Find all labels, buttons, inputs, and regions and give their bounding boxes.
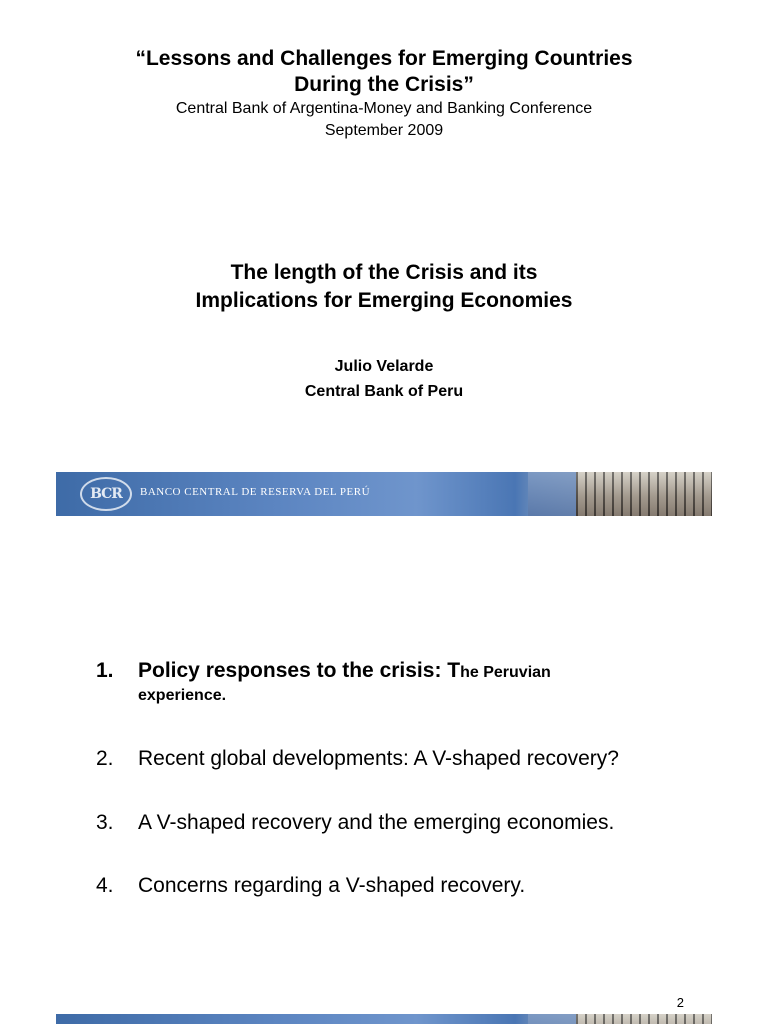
presentation-title-line-2: Implications for Emerging Economies (195, 289, 573, 312)
author-block (0, 354, 768, 404)
agenda-item-continuation: experience. (138, 687, 227, 704)
author-institution: Central Bank of Peru (304, 383, 464, 400)
bank-banner-bottom (56, 1014, 712, 1024)
banner-interior-image (576, 1014, 712, 1024)
author-name: Julio Velarde (334, 358, 434, 375)
bank-logo-icon: BCR (80, 477, 132, 511)
agenda-item-number: 1. (96, 659, 114, 682)
agenda-item-number: 2. (96, 747, 114, 770)
conference-name: Central Bank of Argentina-Money and Banking Conference (175, 100, 593, 117)
conference-title-line-1: “Lessons and Challenges for Emerging Countries (135, 47, 633, 70)
presentation-title (0, 259, 768, 315)
agenda-item-tail: he Peruvian (460, 664, 551, 681)
banner-building-image (528, 472, 576, 516)
conference-title-line-2: During the Crisis” (294, 73, 474, 96)
agenda-item-text: Recent global developments: A V-shaped recovery? (138, 747, 619, 770)
presentation-title-line-1: The length of the Crisis and its (230, 261, 538, 284)
agenda-item-number: 3. (96, 811, 114, 834)
banner-building-image (528, 1014, 576, 1024)
bank-banner-text: BANCO CENTRAL DE RESERVA DEL PERÚ (140, 486, 371, 498)
agenda-item-text (138, 658, 698, 706)
agenda-item-text: Concerns regarding a V-shaped recovery. (138, 874, 526, 897)
page-number: 2 (676, 995, 684, 1010)
banner-interior-image (576, 472, 712, 516)
agenda-item-number: 4. (96, 874, 114, 897)
conference-title (0, 46, 768, 98)
conference-date: September 2009 (324, 122, 444, 139)
agenda-item-lead: Policy responses to the crisis: T (138, 659, 461, 682)
agenda-item-text: A V-shaped recovery and the emerging economies. (138, 811, 615, 834)
bank-banner (56, 472, 712, 516)
